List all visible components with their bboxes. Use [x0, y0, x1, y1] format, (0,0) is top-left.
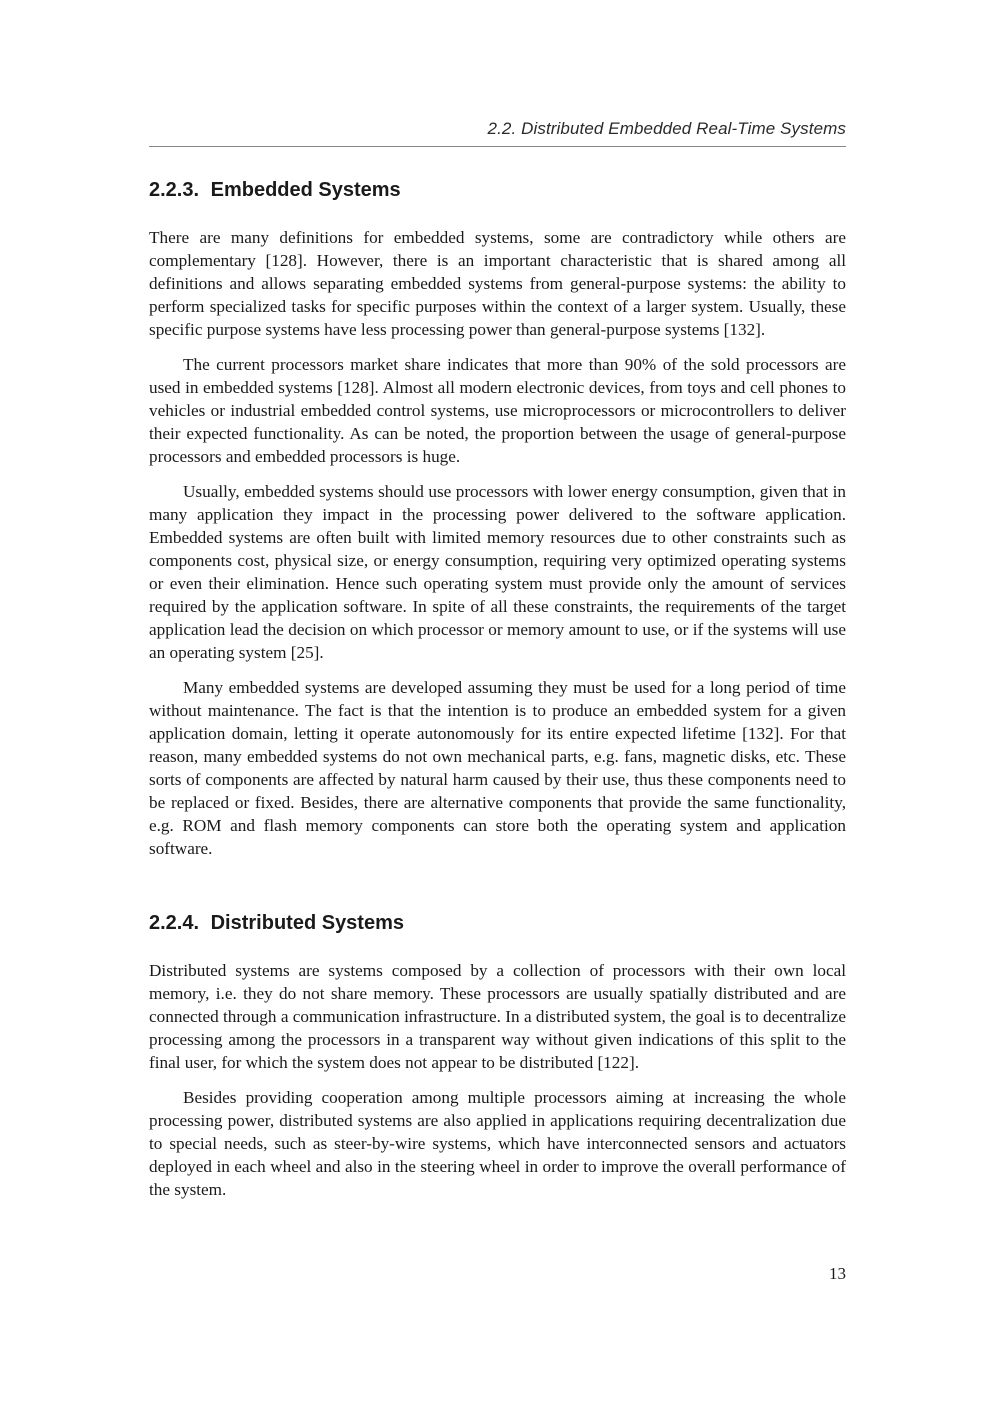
paragraph: Besides providing cooperation among multiple processors aiming at increasing the whole processing power, distributed systems are also applied in applications requiring decentralization due to special needs, such as steer-by-wire systems, which have interconnected sensors and actuators deployed in each wheel and also in the steering wheel in order to improve the overall performance of the system. — [149, 1088, 846, 1199]
section-heading — [149, 177, 846, 203]
section-number: 2.2.4. — [149, 912, 200, 934]
paragraph: Usually, embedded systems should use processors with lower energy consumption, given that in many application they impact in the processing power delivered to the software application. Embedded systems are often built with limited memory resources due to other constraints such as components cost, physical size, or energy consumption, requiring very optimized operating systems or even their elimination. Hence such operating system must provide only the amount of services required by the application software. In spite of all these constraints, the requirements of the target application lead the decision on which processor or memory amount to use, or if the systems will use an operating system [25]. — [149, 482, 846, 662]
section-title: Embedded Systems — [210, 179, 401, 201]
section-embedded-systems — [149, 177, 846, 872]
paragraph: Many embedded systems are developed assuming they must be used for a long period of time without maintenance. The fact is that the intention is to produce an embedded system for a given application domain, letting it operate autonomously for its entire expected lifetime [132]. For that reason, many embedded systems do not own mechanical parts, e.g. fans, magnetic disks, etc. These sorts of components are affected by natural harm caused by their use, thus these components need to be replaced or fixed. Besides, there are alternative components that provide the same functionality, e.g. ROM and flash memory components can store both the operating system and application software. — [149, 678, 846, 858]
paragraph: The current processors market share indicates that more than 90% of the sold processors are used in embedded systems [128]. Almost all modern electronic devices, from toys and cell phones to vehicles or industrial embedded control systems, use microprocessors or microcontrollers to deliver their expected functionality. As can be noted, the proportion between the usage of general-purpose processors and embedded processors is huge. — [149, 355, 846, 466]
section-title: Distributed Systems — [210, 912, 404, 934]
paragraph: Distributed systems are systems composed by a collection of processors with their own local memory, i.e. they do not share memory. These processors are usually spatially distributed and are connected through a communication infrastructure. In a distributed system, the goal is to decentralize processing among the processors in a transparent way without given indications of this split to the final user, for which the system does not appear to be distributed [122]. — [149, 961, 846, 1072]
paragraph: There are many definitions for embedded systems, some are contradictory while others are complementary [128]. However, there is an important characteristic that is shared among all definitions and allows separating embedded systems from general-purpose systems: the ability to perform specialized tasks for specific purposes within the context of a larger system. Usually, these specific purpose systems have less processing power than general-purpose systems [132]. — [149, 228, 846, 339]
running-header: 2.2. Distributed Embedded Real-Time Systems — [487, 119, 846, 138]
section-heading — [149, 910, 846, 936]
header-rule — [149, 146, 846, 147]
section-number: 2.2.3. — [149, 179, 200, 201]
page-number: 13 — [829, 1264, 846, 1283]
section-distributed-systems — [149, 910, 846, 1213]
